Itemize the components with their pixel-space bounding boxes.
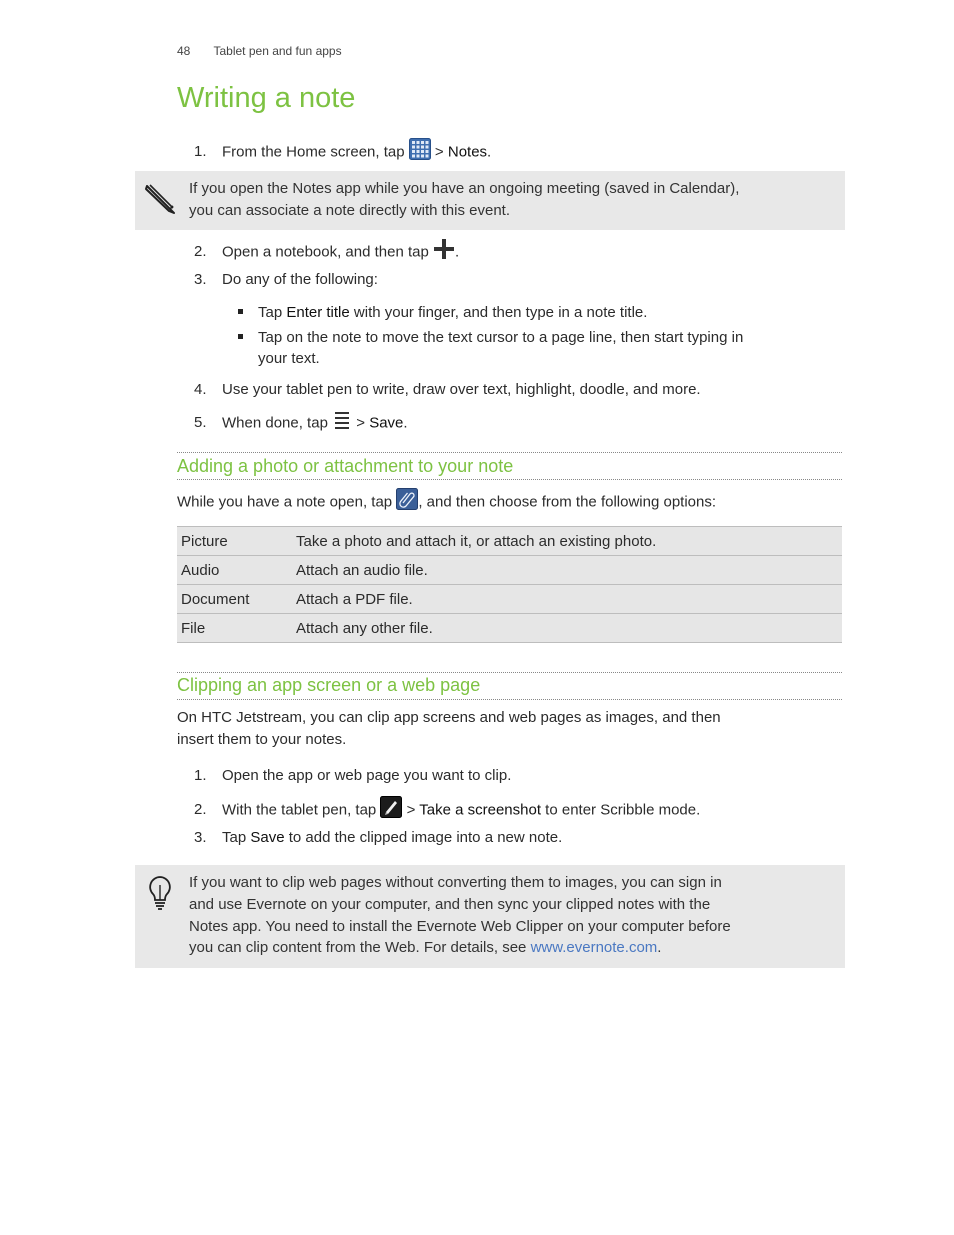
menu-icon — [332, 410, 352, 437]
step-4: 4. Use your tablet pen to write, draw over text, highlight, doodle, and more. — [194, 381, 701, 398]
pencil-note-icon — [143, 181, 177, 220]
bullet-marker — [238, 309, 243, 314]
clip-step-2: 2. With the tablet pen, tap > Take a screenshot to enter Scribble mode. — [194, 796, 700, 825]
note-box — [135, 171, 845, 230]
table-row: Audio Attach an audio file. — [177, 556, 842, 585]
tip-line-4: you can clip content from the Web. For details, see www.evernote.com. — [189, 939, 662, 956]
tip-line-2: and use Evernote on your computer, and then sync your clipped notes with the — [189, 896, 711, 913]
paperclip-icon — [396, 488, 418, 517]
section-name: Tablet pen and fun apps — [213, 44, 342, 58]
note-line-2: you can associate a note directly with this event. — [189, 202, 511, 219]
tip-line-3: Notes app. You need to install the Evernote Web Clipper on your computer before — [189, 918, 731, 935]
section-divider — [177, 479, 842, 480]
table-row: Document Attach a PDF file. — [177, 585, 842, 614]
table-row: Picture Take a photo and attach it, or attach an existing photo. — [177, 527, 842, 556]
step-5: 5. When done, tap > Save. — [194, 410, 408, 437]
page-title: Writing a note — [177, 82, 356, 114]
bullet-marker — [238, 334, 243, 339]
page-number: 48 — [177, 44, 191, 58]
plus-icon — [433, 238, 455, 267]
bullet-item: Tap Enter title with your finger, and then type in a note title. — [238, 302, 838, 323]
attachment-intro: While you have a note open, tap , and then choose from the following options: — [177, 488, 837, 517]
section-divider — [177, 452, 842, 453]
clip-step-1: 1. Open the app or web page you want to clip. — [194, 767, 512, 784]
bullet-item: Tap on the note to move the text cursor to a page line, then start typing in your text. — [238, 327, 838, 369]
section-title-clipping: Clipping an app screen or a web page — [177, 675, 481, 695]
clip-step-3: 3. Tap Save to add the clipped image into a new note. — [194, 829, 563, 846]
tip-box — [135, 865, 845, 968]
page-header — [177, 44, 342, 58]
note-line-1: If you open the Notes app while you have an ongoing meeting (saved in Calendar), — [189, 180, 740, 197]
all-apps-grid-icon — [409, 138, 431, 167]
section-title-attachment: Adding a photo or attachment to your note — [177, 456, 514, 476]
attachment-options-table — [177, 526, 842, 643]
step-3: 3. Do any of the following: — [194, 271, 378, 288]
lightbulb-tip-icon — [147, 875, 173, 916]
section-divider — [177, 672, 842, 673]
section-divider — [177, 699, 842, 700]
evernote-link[interactable]: www.evernote.com — [530, 939, 658, 956]
clipping-intro: On HTC Jetstream, you can clip app screens and web pages as images, and then insert them to your notes. — [177, 709, 721, 748]
pen-icon — [380, 796, 402, 825]
step-1: 1. From the Home screen, tap > Notes. — [194, 138, 491, 167]
tip-line-1: If you want to clip web pages without converting them to images, you can sign in — [189, 874, 722, 891]
table-row: File Attach any other file. — [177, 614, 842, 643]
step-2: 2. Open a notebook, and then tap . — [194, 238, 459, 267]
